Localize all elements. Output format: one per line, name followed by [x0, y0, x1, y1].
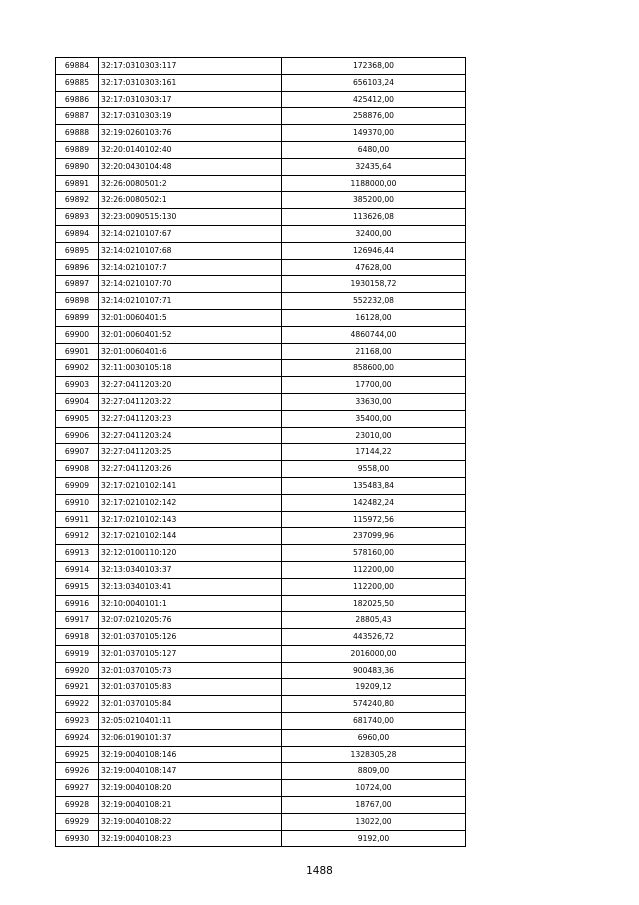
- cadastral-number-cell: 32:17:0210102:141: [99, 477, 282, 494]
- table-row: [56, 662, 466, 679]
- table-row: [56, 763, 466, 780]
- table-row: [56, 713, 466, 730]
- table-row: [56, 259, 466, 276]
- table-row: [56, 595, 466, 612]
- table-row: [56, 729, 466, 746]
- value-cell: 33630,00: [282, 393, 466, 410]
- cadastral-number-cell: 32:27:0411203:26: [99, 461, 282, 478]
- row-number-cell: 69897: [56, 276, 99, 293]
- table-row: [56, 578, 466, 595]
- table-row: [56, 780, 466, 797]
- cadastral-number-cell: 32:14:0210107:70: [99, 276, 282, 293]
- table-row: [56, 360, 466, 377]
- table-row: [56, 58, 466, 75]
- table-row: [56, 612, 466, 629]
- value-cell: 149370,00: [282, 125, 466, 142]
- row-number-cell: 69894: [56, 225, 99, 242]
- value-cell: 425412,00: [282, 91, 466, 108]
- row-number-cell: 69925: [56, 746, 99, 763]
- cadastral-number-cell: 32:19:0040108:23: [99, 830, 282, 847]
- table-row: [56, 209, 466, 226]
- cadastral-number-cell: 32:14:0210107:67: [99, 225, 282, 242]
- cadastral-number-cell: 32:19:0040108:20: [99, 780, 282, 797]
- value-cell: 28805,43: [282, 612, 466, 629]
- cadastral-number-cell: 32:26:0080502:1: [99, 192, 282, 209]
- cadastral-number-cell: 32:19:0040108:21: [99, 797, 282, 814]
- value-cell: 32400,00: [282, 225, 466, 242]
- value-cell: 443526,72: [282, 629, 466, 646]
- value-cell: 18767,00: [282, 797, 466, 814]
- row-number-cell: 69887: [56, 108, 99, 125]
- row-number-cell: 69921: [56, 679, 99, 696]
- value-cell: 112200,00: [282, 561, 466, 578]
- table-row: [56, 696, 466, 713]
- row-number-cell: 69900: [56, 326, 99, 343]
- table-row: [56, 679, 466, 696]
- row-number-cell: 69926: [56, 763, 99, 780]
- cadastral-number-cell: 32:20:0140102:40: [99, 141, 282, 158]
- table-row: [56, 797, 466, 814]
- cadastral-number-cell: 32:17:0310303:117: [99, 58, 282, 75]
- value-cell: 13022,00: [282, 813, 466, 830]
- cadastral-number-cell: 32:01:0370105:83: [99, 679, 282, 696]
- table-row: [56, 545, 466, 562]
- value-cell: 578160,00: [282, 545, 466, 562]
- value-cell: 552232,08: [282, 293, 466, 310]
- value-cell: 32435,64: [282, 158, 466, 175]
- row-number-cell: 69929: [56, 813, 99, 830]
- row-number-cell: 69890: [56, 158, 99, 175]
- table-row: [56, 276, 466, 293]
- cadastral-number-cell: 32:12:0100110:120: [99, 545, 282, 562]
- value-cell: 1930158,72: [282, 276, 466, 293]
- row-number-cell: 69924: [56, 729, 99, 746]
- value-cell: 47628,00: [282, 259, 466, 276]
- cadastral-number-cell: 32:01:0370105:126: [99, 629, 282, 646]
- value-cell: 8809,00: [282, 763, 466, 780]
- value-cell: 9192,00: [282, 830, 466, 847]
- value-cell: 16128,00: [282, 309, 466, 326]
- table-row: [56, 141, 466, 158]
- cadastral-value-table: [55, 57, 466, 847]
- cadastral-number-cell: 32:14:0210107:71: [99, 293, 282, 310]
- cadastral-number-cell: 32:20:0430104:48: [99, 158, 282, 175]
- cadastral-number-cell: 32:17:0310303:19: [99, 108, 282, 125]
- value-cell: 1188000,00: [282, 175, 466, 192]
- table-row: [56, 830, 466, 847]
- value-cell: 17700,00: [282, 377, 466, 394]
- cadastral-number-cell: 32:23:0090515:130: [99, 209, 282, 226]
- cadastral-number-cell: 32:01:0370105:127: [99, 645, 282, 662]
- row-number-cell: 69923: [56, 713, 99, 730]
- row-number-cell: 69891: [56, 175, 99, 192]
- value-cell: 574240,80: [282, 696, 466, 713]
- row-number-cell: 69898: [56, 293, 99, 310]
- row-number-cell: 69901: [56, 343, 99, 360]
- row-number-cell: 69919: [56, 645, 99, 662]
- row-number-cell: 69912: [56, 528, 99, 545]
- row-number-cell: 69927: [56, 780, 99, 797]
- cadastral-number-cell: 32:17:0310303:161: [99, 74, 282, 91]
- value-cell: 900483,36: [282, 662, 466, 679]
- cadastral-number-cell: 32:27:0411203:23: [99, 410, 282, 427]
- cadastral-number-cell: 32:06:0190101:37: [99, 729, 282, 746]
- row-number-cell: 69917: [56, 612, 99, 629]
- row-number-cell: 69907: [56, 444, 99, 461]
- table-row: [56, 528, 466, 545]
- cadastral-number-cell: 32:19:0040108:147: [99, 763, 282, 780]
- table-row: [56, 158, 466, 175]
- cadastral-number-cell: 32:26:0080501:2: [99, 175, 282, 192]
- cadastral-number-cell: 32:17:0310303:17: [99, 91, 282, 108]
- row-number-cell: 69895: [56, 242, 99, 259]
- value-cell: 10724,00: [282, 780, 466, 797]
- cadastral-number-cell: 32:01:0060401:52: [99, 326, 282, 343]
- table-row: [56, 309, 466, 326]
- row-number-cell: 69884: [56, 58, 99, 75]
- value-cell: 258876,00: [282, 108, 466, 125]
- value-cell: 9558,00: [282, 461, 466, 478]
- row-number-cell: 69902: [56, 360, 99, 377]
- table-row: [56, 326, 466, 343]
- cadastral-number-cell: 32:27:0411203:20: [99, 377, 282, 394]
- cadastral-number-cell: 32:01:0370105:73: [99, 662, 282, 679]
- table-row: [56, 494, 466, 511]
- row-number-cell: 69914: [56, 561, 99, 578]
- row-number-cell: 69930: [56, 830, 99, 847]
- table-row: [56, 645, 466, 662]
- row-number-cell: 69908: [56, 461, 99, 478]
- value-cell: 112200,00: [282, 578, 466, 595]
- row-number-cell: 69892: [56, 192, 99, 209]
- row-number-cell: 69893: [56, 209, 99, 226]
- row-number-cell: 69915: [56, 578, 99, 595]
- table-body: [56, 58, 466, 847]
- table-row: [56, 813, 466, 830]
- table-row: [56, 746, 466, 763]
- value-cell: 6480,00: [282, 141, 466, 158]
- cadastral-number-cell: 32:05:0210401:11: [99, 713, 282, 730]
- cadastral-number-cell: 32:19:0040108:146: [99, 746, 282, 763]
- cadastral-number-cell: 32:19:0040108:22: [99, 813, 282, 830]
- value-cell: 1328305,28: [282, 746, 466, 763]
- value-cell: 19209,12: [282, 679, 466, 696]
- value-cell: 681740,00: [282, 713, 466, 730]
- table-row: [56, 74, 466, 91]
- value-cell: 115972,56: [282, 511, 466, 528]
- cadastral-number-cell: 32:10:0040101:1: [99, 595, 282, 612]
- value-cell: 135483,84: [282, 477, 466, 494]
- row-number-cell: 69909: [56, 477, 99, 494]
- row-number-cell: 69906: [56, 427, 99, 444]
- row-number-cell: 69885: [56, 74, 99, 91]
- cadastral-number-cell: 32:17:0210102:144: [99, 528, 282, 545]
- table-row: [56, 444, 466, 461]
- table-row: [56, 125, 466, 142]
- cadastral-number-cell: 32:11:0030105:18: [99, 360, 282, 377]
- table-row: [56, 225, 466, 242]
- table-row: [56, 175, 466, 192]
- table-row: [56, 108, 466, 125]
- table-row: [56, 377, 466, 394]
- value-cell: 172368,00: [282, 58, 466, 75]
- table-row: [56, 410, 466, 427]
- row-number-cell: 69905: [56, 410, 99, 427]
- row-number-cell: 69922: [56, 696, 99, 713]
- cadastral-number-cell: 32:27:0411203:24: [99, 427, 282, 444]
- row-number-cell: 69913: [56, 545, 99, 562]
- value-cell: 182025,50: [282, 595, 466, 612]
- table-row: [56, 427, 466, 444]
- row-number-cell: 69928: [56, 797, 99, 814]
- cadastral-number-cell: 32:01:0370105:84: [99, 696, 282, 713]
- value-cell: 35400,00: [282, 410, 466, 427]
- row-number-cell: 69903: [56, 377, 99, 394]
- value-cell: 23010,00: [282, 427, 466, 444]
- row-number-cell: 69920: [56, 662, 99, 679]
- row-number-cell: 69911: [56, 511, 99, 528]
- value-cell: 858600,00: [282, 360, 466, 377]
- cadastral-number-cell: 32:19:0260103:76: [99, 125, 282, 142]
- table-row: [56, 511, 466, 528]
- row-number-cell: 69889: [56, 141, 99, 158]
- cadastral-number-cell: 32:14:0210107:7: [99, 259, 282, 276]
- table-row: [56, 242, 466, 259]
- row-number-cell: 69896: [56, 259, 99, 276]
- row-number-cell: 69918: [56, 629, 99, 646]
- value-cell: 6960,00: [282, 729, 466, 746]
- cadastral-number-cell: 32:07:0210205:76: [99, 612, 282, 629]
- cadastral-number-cell: 32:01:0060401:6: [99, 343, 282, 360]
- value-cell: 2016000,00: [282, 645, 466, 662]
- table-row: [56, 393, 466, 410]
- page-number: 1488: [306, 865, 333, 877]
- table-row: [56, 91, 466, 108]
- row-number-cell: 69886: [56, 91, 99, 108]
- value-cell: 142482,24: [282, 494, 466, 511]
- table-row: [56, 192, 466, 209]
- table-row: [56, 343, 466, 360]
- cadastral-number-cell: 32:17:0210102:142: [99, 494, 282, 511]
- cadastral-number-cell: 32:14:0210107:68: [99, 242, 282, 259]
- cadastral-number-cell: 32:01:0060401:5: [99, 309, 282, 326]
- value-cell: 4860744,00: [282, 326, 466, 343]
- cadastral-number-cell: 32:27:0411203:22: [99, 393, 282, 410]
- table-row: [56, 561, 466, 578]
- value-cell: 113626,08: [282, 209, 466, 226]
- value-cell: 17144,22: [282, 444, 466, 461]
- cadastral-number-cell: 32:27:0411203:25: [99, 444, 282, 461]
- cadastral-number-cell: 32:13:0340103:37: [99, 561, 282, 578]
- cadastral-number-cell: 32:17:0210102:143: [99, 511, 282, 528]
- table-row: [56, 629, 466, 646]
- row-number-cell: 69888: [56, 125, 99, 142]
- row-number-cell: 69899: [56, 309, 99, 326]
- row-number-cell: 69910: [56, 494, 99, 511]
- table-row: [56, 477, 466, 494]
- table-row: [56, 293, 466, 310]
- value-cell: 21168,00: [282, 343, 466, 360]
- value-cell: 237099,96: [282, 528, 466, 545]
- value-cell: 656103,24: [282, 74, 466, 91]
- value-cell: 385200,00: [282, 192, 466, 209]
- value-cell: 126946,44: [282, 242, 466, 259]
- row-number-cell: 69916: [56, 595, 99, 612]
- table-row: [56, 461, 466, 478]
- row-number-cell: 69904: [56, 393, 99, 410]
- cadastral-number-cell: 32:13:0340103:41: [99, 578, 282, 595]
